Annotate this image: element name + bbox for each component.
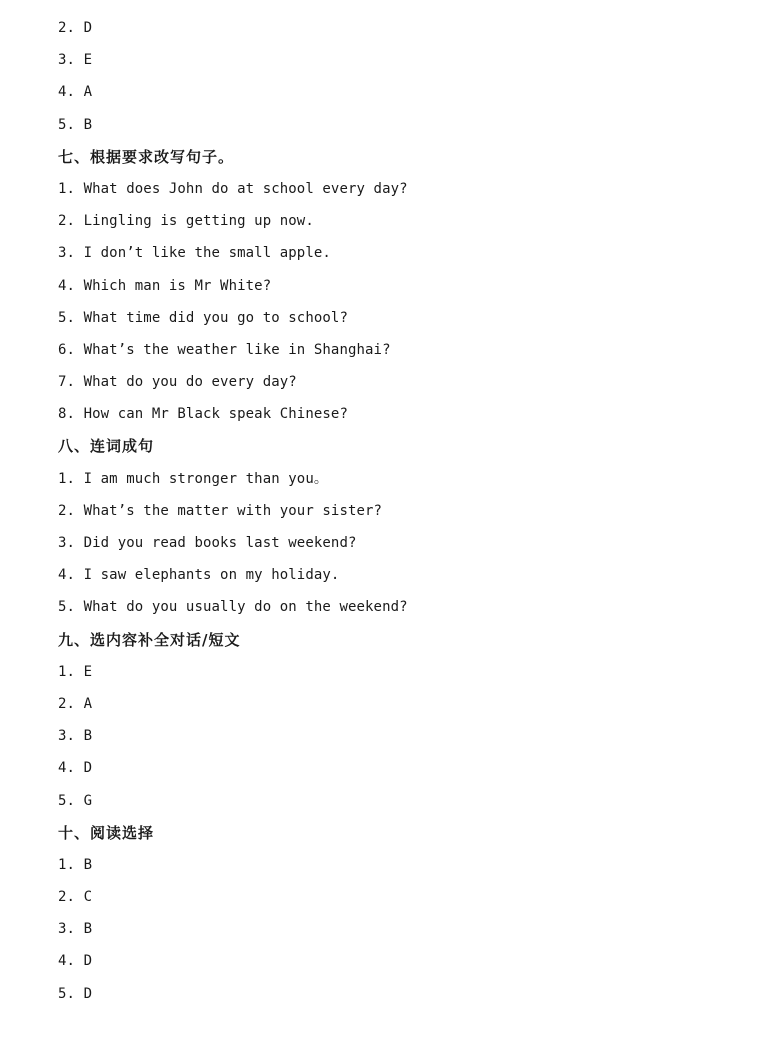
answer-line: 5. B xyxy=(58,116,93,133)
answer-line: 3. B xyxy=(58,728,93,745)
answer-line: 5. D xyxy=(58,985,93,1002)
answer-line: 2. What’s the matter with your sister? xyxy=(58,502,383,519)
answer-line: 3. E xyxy=(58,52,93,69)
answer-line: 2. A xyxy=(58,695,93,712)
answer-key-page xyxy=(58,12,758,1010)
answer-line: 2. C xyxy=(58,889,93,906)
answer-line: 2. D xyxy=(58,20,93,36)
answer-line: 1. B xyxy=(58,856,93,873)
section-heading: 八、连词成句 xyxy=(58,437,155,456)
answer-line: 7. What do you do every day? xyxy=(58,374,297,391)
answer-line: 5. What do you usually do on the weekend? xyxy=(58,599,408,616)
answer-line: 4. D xyxy=(58,953,93,970)
answer-line: 8. How can Mr Black speak Chinese? xyxy=(58,406,348,423)
answer-line: 4. Which man is Mr White? xyxy=(58,277,272,294)
answer-line: 1. E xyxy=(58,663,93,680)
answer-line: 5. What time did you go to school? xyxy=(58,309,348,326)
answer-line: 5. G xyxy=(58,792,93,809)
answer-line: 2. Lingling is getting up now. xyxy=(58,213,314,230)
answer-line: 1. What does John do at school every day? xyxy=(58,180,408,197)
answer-line: 6. What’s the weather like in Shanghai? xyxy=(58,341,391,358)
answer-line: 4. I saw elephants on my holiday. xyxy=(58,567,340,584)
answer-line: 3. Did you read books last weekend? xyxy=(58,535,357,551)
section-heading: 九、选内容补全对话/短文 xyxy=(58,630,241,649)
section-heading: 七、根据要求改写句子。 xyxy=(58,147,235,166)
answer-line: 4. D xyxy=(58,760,93,777)
answer-line: 1. I am much stronger than you。 xyxy=(58,470,328,487)
answer-line: 4. A xyxy=(58,84,93,101)
answer-line: 3. I don’t like the small apple. xyxy=(58,245,331,262)
answer-line: 3. B xyxy=(58,921,93,938)
section-heading: 十、阅读选择 xyxy=(58,823,155,842)
